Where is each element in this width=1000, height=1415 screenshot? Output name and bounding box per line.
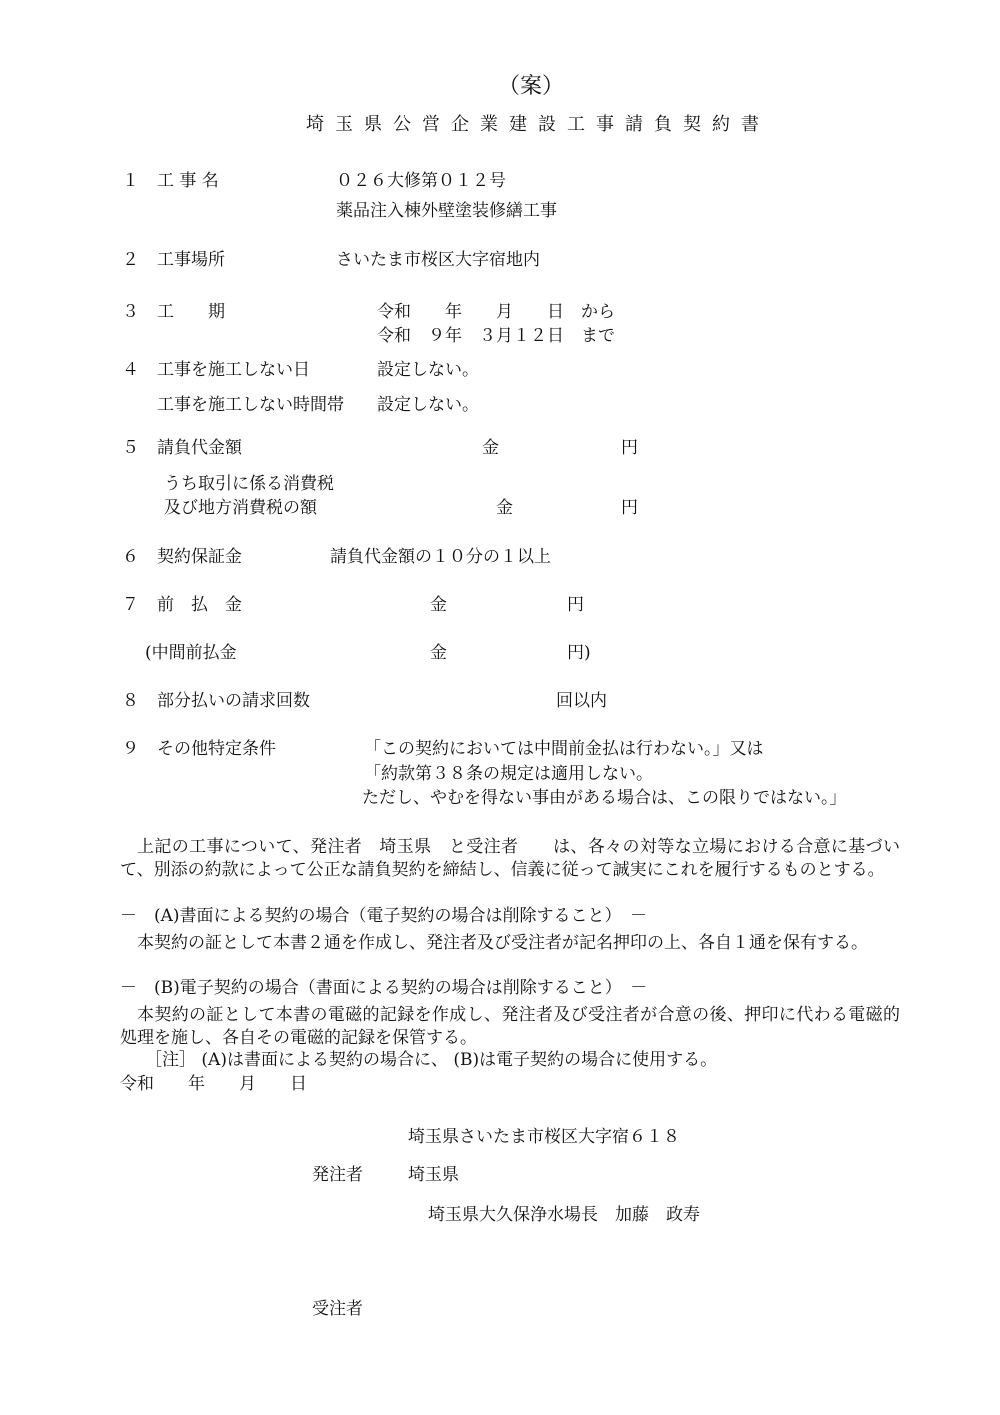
item-number: １ [122, 171, 139, 191]
amount-yen: 円 [621, 438, 638, 458]
tax-yen: 円 [621, 498, 638, 518]
draft-mark: （案） [498, 74, 565, 99]
special-condition-line2: 「約款第３８条の規定は適用しない。 [364, 764, 653, 784]
option-b-text: 本契約の証として本書の電磁的記録を作成し、発注者及び受注者が合意の後、押印に代わる電磁的処理を施し、各自その電磁的記録を保管する。 [120, 1005, 900, 1048]
item-label-partial-payments: 部分払いの請求回数 [157, 691, 310, 711]
item-label-construction-name: 工 事 名 [157, 171, 219, 191]
item-number: ３ [122, 302, 139, 322]
contractor-label: 受注者 [312, 1299, 363, 1319]
orderer-representative: 埼玉県大久保浄水場長 加藤 政寿 [428, 1205, 700, 1225]
amount-kin: 金 [482, 438, 499, 458]
orderer-address: 埼玉県さいたま市桜区大字宿６１８ [408, 1127, 680, 1147]
interim-kin: 金 [430, 643, 447, 663]
item-number: ９ [122, 739, 139, 759]
contract-date: 令和 年 月 日 [120, 1074, 307, 1094]
agreement-paragraph: 上記の工事について、発注者 埼玉県 と受注者 は、各々の対等な立場における合意に基づいて、別添の約款によって公正な請負契約を締結し、信義に従って誠実にこれを履行するものとする。 [120, 837, 900, 880]
item-label-contract-amount: 請負代金額 [157, 438, 242, 458]
non-work-days-value: 設定しない。 [377, 360, 479, 380]
advance-yen: 円 [567, 595, 584, 615]
item-label-interim-advance: (中間前払金 [145, 643, 237, 663]
special-condition-line1: 「この契約においては中間前金払は行わない。」又は [364, 739, 764, 759]
option-b-heading: － (B)電子契約の場合（書面による契約の場合は削除すること） － [120, 978, 648, 998]
item-number: ５ [122, 438, 139, 458]
document-title: 埼玉県公営企業建設工事請負契約書 [306, 114, 770, 135]
item-label-special-conditions: その他特定条件 [157, 739, 276, 759]
option-a-text: 本契約の証として本書２通を作成し、発注者及び受注者が記名押印の上、各自１通を保有する。 [137, 933, 868, 953]
orderer-name: 埼玉県 [408, 1165, 459, 1185]
tax-label-line2: 及び地方消費税の額 [164, 498, 317, 518]
item-number: ８ [122, 691, 139, 711]
item-number: ６ [122, 547, 139, 567]
item-number: ４ [122, 360, 139, 380]
item-label-advance-payment: 前 払 金 [157, 595, 242, 615]
special-condition-line3: ただし、やむを得ない事由がある場合は、この限りではない。」 [362, 788, 847, 808]
construction-number: ０２６大修第０１２号 [336, 171, 506, 191]
partial-payments-value: 回以内 [556, 691, 607, 711]
item-label-period: 工 期 [157, 302, 225, 322]
period-end: 令和 ９年 ３月１２日 まで [377, 326, 615, 346]
option-a-heading: － (A)書面による契約の場合（電子契約の場合は削除すること） － [120, 906, 648, 926]
item-label-non-work-days: 工事を施工しない日 [157, 360, 310, 380]
orderer-label: 発注者 [312, 1165, 363, 1185]
guarantee-value: 請負代金額の１０分の１以上 [330, 547, 551, 567]
construction-location: さいたま市桜区大字宿地内 [336, 250, 540, 270]
usage-note: ［注］ (A)は書面による契約の場合に、 (B)は電子契約の場合に使用する。 [145, 1050, 718, 1070]
item-number: ２ [122, 250, 139, 270]
tax-kin: 金 [496, 498, 513, 518]
tax-label-line1: うち取引に係る消費税 [164, 474, 334, 494]
interim-yen: 円) [567, 643, 591, 663]
item-label-location: 工事場所 [157, 250, 225, 270]
item-label-non-work-hours: 工事を施工しない時間帯 [157, 395, 344, 415]
item-label-guarantee: 契約保証金 [157, 547, 242, 567]
period-start: 令和 年 月 日 から [377, 302, 615, 322]
item-number: ７ [122, 595, 139, 615]
advance-kin: 金 [430, 595, 447, 615]
construction-name: 薬品注入棟外壁塗装修繕工事 [336, 201, 557, 221]
non-work-hours-value: 設定しない。 [377, 395, 479, 415]
